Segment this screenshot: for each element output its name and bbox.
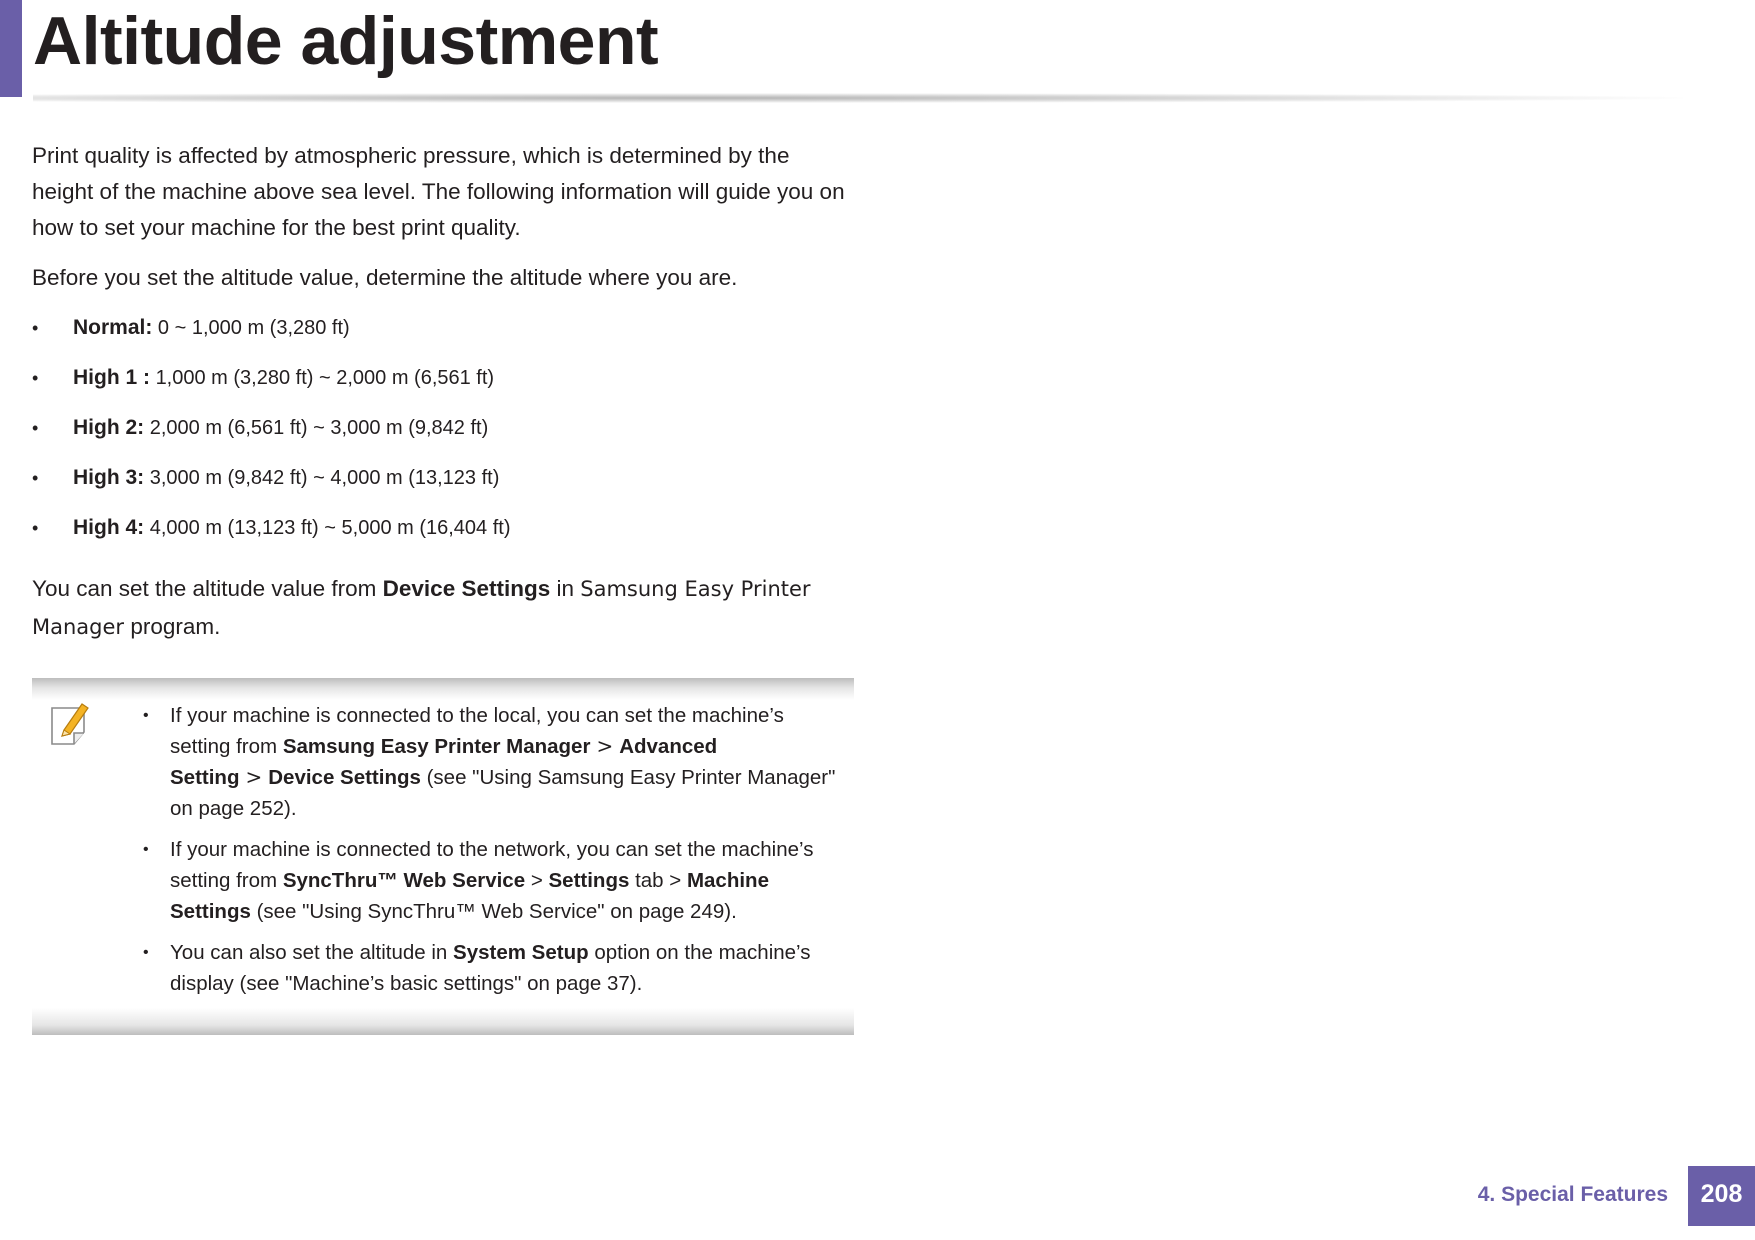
title-accent-bar — [0, 0, 22, 97]
altitude-item-high2 — [32, 414, 852, 464]
chapter-label: 4. Special Features — [1477, 1183, 1668, 1206]
before-paragraph: Before you set the altitude value, determine the altitude where you are. — [32, 265, 738, 290]
altitude-range: 4,000 m (13,123 ft) ~ 5,000 m (16,404 ft) — [149, 517, 511, 539]
note-item-display — [138, 937, 848, 999]
note-term: SyncThru™ Web Service — [282, 869, 526, 892]
altitude-range: 0 ~ 1,000 m (3,280 ft) — [157, 317, 350, 339]
altitude-label: High 2: — [73, 416, 145, 439]
settings-text-pre: You can set the altitude value from — [32, 576, 377, 601]
program-name: Samsung Easy Printer Manager — [32, 577, 811, 639]
altitude-label: Normal: — [73, 316, 153, 339]
note-text: (see "Using SyncThru™ Web Service" on page 249). — [256, 900, 737, 923]
note-text: tab > — [635, 869, 682, 892]
intro-paragraph: Print quality is affected by atmospheric pressure, which is determined by the height of the machine above sea level. The following information will guide you on how to set your machine for the best print quality. — [32, 143, 845, 240]
note-item-local — [138, 700, 848, 824]
path-separator: > — [530, 869, 543, 892]
note-term: Samsung Easy Printer Manager — [282, 735, 591, 758]
altitude-item-normal — [32, 314, 852, 364]
altitude-list — [32, 314, 852, 564]
note-term: Machine Settings — [170, 869, 769, 923]
title-rule — [33, 93, 1683, 103]
note-box — [32, 678, 854, 1035]
main-content — [32, 138, 852, 660]
note-term: Advanced Setting — [170, 735, 718, 789]
note-text: If your machine is connected to the local, you can set the machine’s setting from — [170, 704, 784, 758]
settings-text-mid: in — [556, 576, 575, 601]
altitude-range: 3,000 m (9,842 ft) ~ 4,000 m (13,123 ft) — [149, 467, 500, 489]
page-title: Altitude adjustment — [33, 3, 659, 79]
altitude-range: 2,000 m (6,561 ft) ~ 3,000 m (9,842 ft) — [149, 417, 489, 439]
note-text: option on the machine’s display (see "Machine’s basic settings" on page 37). — [170, 941, 811, 995]
note-text: You can also set the altitude in — [170, 941, 448, 964]
settings-text-post: program. — [130, 614, 221, 639]
note-term: Device Settings — [268, 766, 421, 789]
altitude-item-high1 — [32, 364, 852, 414]
note-pencil-icon — [46, 700, 94, 748]
altitude-item-high3 — [32, 464, 852, 514]
note-term: System Setup — [453, 941, 589, 964]
device-settings-term: Device Settings — [382, 576, 551, 601]
altitude-label: High 3: — [73, 466, 145, 489]
altitude-range: 1,000 m (3,280 ft) ~ 2,000 m (6,561 ft) — [155, 367, 495, 389]
path-separator: > — [596, 734, 614, 758]
note-item-network — [138, 834, 848, 927]
note-list — [138, 700, 848, 1009]
note-text: If your machine is connected to the network, you can set the machine’s setting from — [170, 838, 814, 892]
path-separator: > — [245, 765, 263, 789]
altitude-item-high4 — [32, 514, 852, 564]
note-term: Settings — [548, 869, 630, 892]
altitude-label: High 1 : — [73, 366, 150, 389]
settings-paragraph — [32, 570, 852, 646]
page-number-badge: 208 — [1688, 1166, 1755, 1226]
altitude-label: High 4: — [73, 516, 145, 539]
note-text: (see "Using Samsung Easy Printer Manager" on page 252). — [170, 766, 836, 820]
